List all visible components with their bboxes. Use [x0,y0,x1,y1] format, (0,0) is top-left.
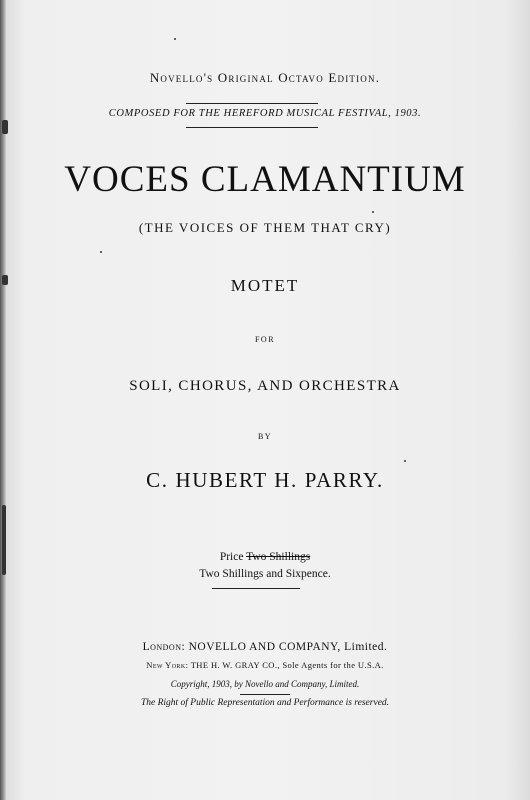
forces-line: SOLI, CHORUS, AND ORCHESTRA [129,378,401,394]
composer-line: C. HUBERT H. PARRY. [146,468,384,492]
work-title: VOCES CLAMANTIUM [64,159,466,200]
price-rule [212,588,300,589]
copyright-line: Copyright, 1903, by Novello and Company, Limited. [170,679,360,689]
london-label: London [142,641,182,653]
genre-line: MOTET [230,276,300,295]
edition-line: Novello's Original Octavo Edition. [149,70,381,85]
by-line: BY [257,432,273,441]
new-price: Two Shillings and Sixpence. [199,568,331,580]
new-york-line [0,660,530,670]
price-line [0,551,530,563]
composed-for-line: COMPOSED FOR THE HEREFORD MUSICAL FESTIVAL, 1903. [108,108,422,119]
london-line [0,641,530,653]
work-subtitle: (THE VOICES OF THEM THAT CRY) [138,220,392,235]
rights-line: The Right of Public Representation and Performance is reserved. [140,698,390,708]
paper-speck [404,460,406,462]
top-rule [186,103,318,104]
copyright-rule [240,694,290,695]
price-label: Price [219,551,244,563]
for-line: FOR [254,335,276,344]
london-colon: : [181,641,189,653]
london-text: NOVELLO AND COMPANY, Limited. [188,641,388,653]
paper-speck [174,38,176,40]
binding-tear [2,505,6,575]
paper-speck [372,211,374,213]
new-york-colon: : [185,660,191,670]
paper-speck [100,251,102,253]
new-york-label: New York [146,660,186,670]
binding-mark [2,120,8,134]
old-price: Two Shillings [246,551,311,563]
top-rule-lower [186,127,318,128]
new-york-text: THE H. W. GRAY CO., Sole Agents for the U.S.A. [190,660,384,670]
